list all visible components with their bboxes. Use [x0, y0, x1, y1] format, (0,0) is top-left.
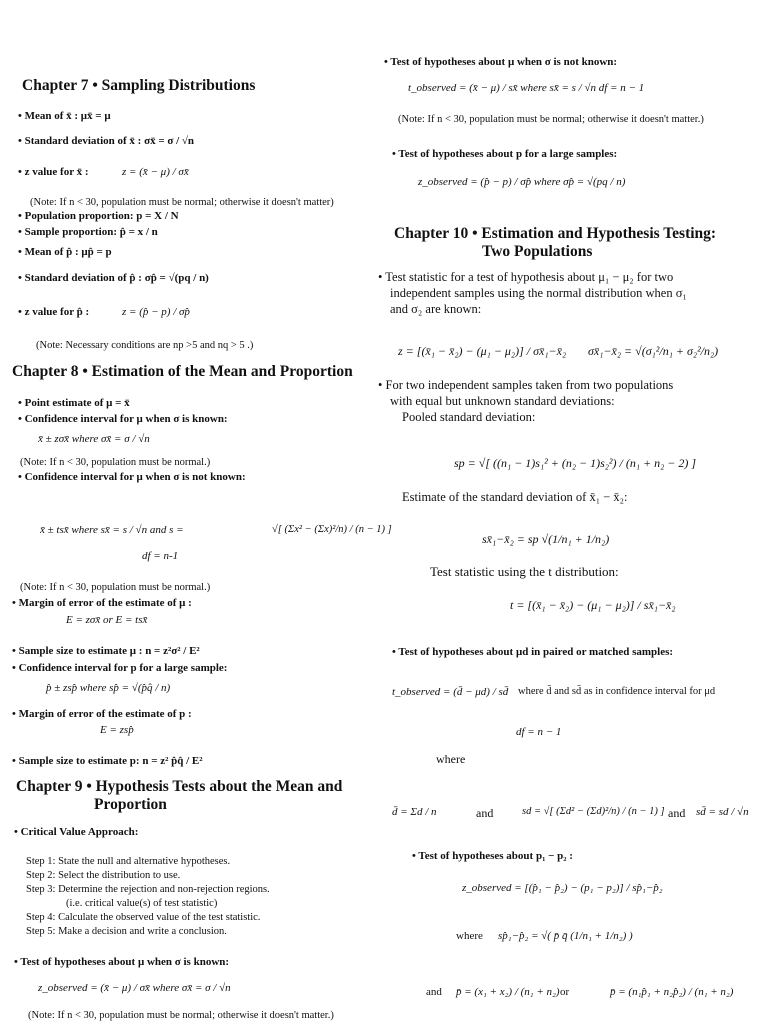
sd-formula: sd = √[ (Σd² − (Σd)²/n) / (n − 1) ]: [522, 806, 665, 817]
mean-xbar: • Mean of x̄ : μx̄ = μ: [18, 110, 111, 122]
step-1: Step 1: State the null and alternative hypotheses.: [26, 856, 231, 867]
ci-sigma-unknown: • Confidence interval for μ when σ is not known:: [18, 471, 246, 483]
and-label-2: and: [668, 806, 686, 820]
sample-size-mu: • Sample size to estimate μ : n = z²σ² / E²: [12, 645, 200, 657]
sigma-two-sample: σx̄₁−x̄₂ = √(σ₁²/n₁ + σ₂²/n₂): [588, 344, 719, 358]
step-4: Step 4: Calculate the observed value of the test statistic.: [26, 912, 261, 923]
test-mu-sigma-known-formula: z_observed = (x̄ − μ) / σx̄ where σx̄ = σ / √n: [38, 982, 231, 994]
pooled-sd-formula: sp = √[ ((n₁ − 1)s₁² + (n₂ − 1)s₂²) / (n₁ + n₂ − 2) ]: [454, 456, 697, 470]
paired-where: where d̄ and sd̄ as in confidence interval for μd: [518, 686, 716, 697]
chapter8-title: Chapter 8 • Estimation of the Mean and Proportion: [12, 363, 353, 380]
ch8-note2: (Note: If n < 30, population must be normal.): [20, 582, 211, 593]
test-p-large: • Test of hypotheses about p for a large samples:: [392, 148, 618, 160]
ch7-note2: (Note: Necessary conditions are np >5 and nq > 5 .): [36, 340, 254, 351]
and-label-1: and: [476, 806, 494, 820]
t-distribution-label: Test statistic using the t distribution:: [430, 564, 619, 579]
population-proportion: • Population proportion: p = X / N: [18, 210, 179, 222]
z-phat-formula: z = (p̂ − p) / σp̂: [122, 306, 190, 318]
paired-df: df = n − 1: [516, 726, 562, 738]
two-pop-stat-3: and σ₂ are known:: [390, 302, 482, 316]
sd-xbar: • Standard deviation of x̄ : σx̄ = σ / √n: [18, 135, 195, 147]
moe-p: • Margin of error of the estimate of p :: [12, 708, 192, 720]
sample-size-p: • Sample size to estimate p: n = z² p̂q̂ / E²: [12, 755, 203, 767]
right-note1: (Note: If n < 30, population must be normal; otherwise it doesn't matter.): [398, 114, 704, 125]
z-two-sample: z = [(x̄₁ − x̄₂) − (μ₁ − μ₂)] / σx̄₁−x̄₂: [398, 344, 567, 358]
sdbar-formula: sd̄ = sd / √n: [696, 806, 749, 818]
z-xbar-label: • z value for x̄ :: [18, 166, 89, 178]
step-2: Step 2: Select the distribution to use.: [26, 870, 181, 881]
moe-mean-formula: E = zσx̄ or E = tsx̄: [66, 614, 148, 626]
point-estimate: • Point estimate of μ = x̄: [18, 397, 130, 409]
estimate-sd-diff-label: Estimate of the standard deviation of x̄₁ − x̄₂:: [402, 490, 628, 504]
z-xbar-formula: z = (x̄ − μ) / σx̄: [122, 166, 189, 178]
z-phat-label: • z value for p̂ :: [18, 306, 90, 318]
dbar-formula: d̄ = Σd / n: [392, 806, 437, 818]
z-p1-p2-formula: z_observed = [(p̂₁ − p̂₂) − (p₁ − p₂)] / sp̂₁−p̂₂: [462, 882, 663, 894]
two-pop-stat-2: independent samples using the normal distribution when σ₁: [390, 286, 687, 300]
chapter10-title-2: Two Populations: [482, 243, 593, 260]
where-label-2: where: [456, 930, 483, 942]
pbar-formula-2: p̄ = (n₁p̂₁ + n₂p̂₂) / (n₁ + n₂): [610, 986, 734, 998]
ci-sigma-known-formula: x̄ ± zσx̄ where σx̄ = σ / √n: [38, 433, 150, 445]
test-mu-sigma-unknown-formula: t_observed = (x̄ − μ) / sx̄ where sx̄ = s / √n df = n − 1: [408, 82, 645, 94]
sample-proportion: • Sample proportion: p̂ = x / n: [18, 226, 158, 238]
test-p-formula: z_observed = (p̂ − p) / σp̂ where σp̂ = √(pq / n): [418, 176, 626, 188]
left-column: [10, 0, 392, 1024]
step-3-detail: (i.e. critical value(s) of test statistic): [66, 898, 218, 909]
df-n-minus-1: df = n-1: [142, 550, 179, 562]
critical-value-approach: • Critical Value Approach:: [14, 826, 139, 838]
ci-sigma-known: • Confidence interval for μ when σ is known:: [18, 413, 228, 425]
ci-p-large: • Confidence interval for p for a large sample:: [12, 662, 228, 674]
and-label-3: and: [426, 986, 442, 998]
unknown-sd-2: with equal but unknown standard deviations:: [390, 394, 615, 408]
paired-formula: t_observed = (d̄ − μd) / sd̄: [392, 686, 509, 698]
step-5: Step 5: Make a decision and write a conclusion.: [26, 926, 227, 937]
ci-sigma-unknown-formula: x̄ ± tsx̄ where sx̄ = s / √n and s =: [40, 524, 184, 536]
test-p1-p2: • Test of hypotheses about p₁ − p₂ :: [412, 850, 573, 862]
pbar-formula-1: p̄ = (x₁ + x₂) / (n₁ + n₂): [456, 986, 560, 998]
chapter7-title: Chapter 7 • Sampling Distributions: [22, 77, 256, 94]
two-pop-stat-1: • Test statistic for a test of hypothesis about μ₁ − μ₂ for two: [378, 270, 674, 284]
s-p1-p2-formula: sp̂₁−p̂₂ = √( p̄ q̄ (1/n₁ + 1/n₂) ): [498, 930, 633, 942]
test-mu-sigma-unknown: • Test of hypotheses about μ when σ is not known:: [384, 56, 618, 68]
chapter10-title-1: Chapter 10 • Estimation and Hypothesis Testing:: [394, 225, 717, 242]
ch8-note1: (Note: If n < 30, population must be normal.): [20, 457, 211, 468]
s-formula: √[ (Σx² − (Σx)²/n) / (n − 1) ]: [272, 524, 392, 535]
ci-p-formula: p̂ ± zsp̂ where sp̂ = √(p̂q̂ / n): [46, 682, 171, 694]
or-label: or: [560, 986, 570, 998]
t-formula: t = [(x̄₁ − x̄₂) − (μ₁ − μ₂)] / sx̄₁−x̄₂: [510, 598, 676, 612]
pooled-sd-label: Pooled standard deviation:: [402, 410, 536, 424]
right-column: [378, 0, 764, 1024]
sd-phat: • Standard deviation of p̂ : σp̂ = √(pq / n): [18, 272, 209, 284]
test-mu-sigma-known: • Test of hypotheses about μ when σ is known:: [14, 956, 230, 968]
ch7-note1: (Note: If n < 30, population must be normal; otherwise it doesn't matter): [30, 197, 334, 208]
where-label-1: where: [436, 752, 466, 766]
ch9-note: (Note: If n < 30, population must be normal; otherwise it doesn't matter.): [28, 1010, 334, 1021]
chapter9-title-1: Chapter 9 • Hypothesis Tests about the Mean and: [16, 778, 343, 795]
step-3: Step 3: Determine the rejection and non-rejection regions.: [26, 884, 270, 895]
unknown-sd-1: • For two independent samples taken from two populations: [378, 378, 674, 392]
chapter9-title-2: Proportion: [94, 796, 167, 813]
mean-phat: • Mean of p̂ : μp̂ = p: [18, 246, 112, 258]
test-paired: • Test of hypotheses about μd in paired or matched samples:: [392, 646, 674, 658]
moe-mean: • Margin of error of the estimate of μ :: [12, 597, 192, 609]
moe-p-formula: E = zsp̂: [100, 724, 134, 736]
s-diff-formula: sx̄₁−x̄₂ = sp √(1/n₁ + 1/n₂): [482, 532, 610, 546]
